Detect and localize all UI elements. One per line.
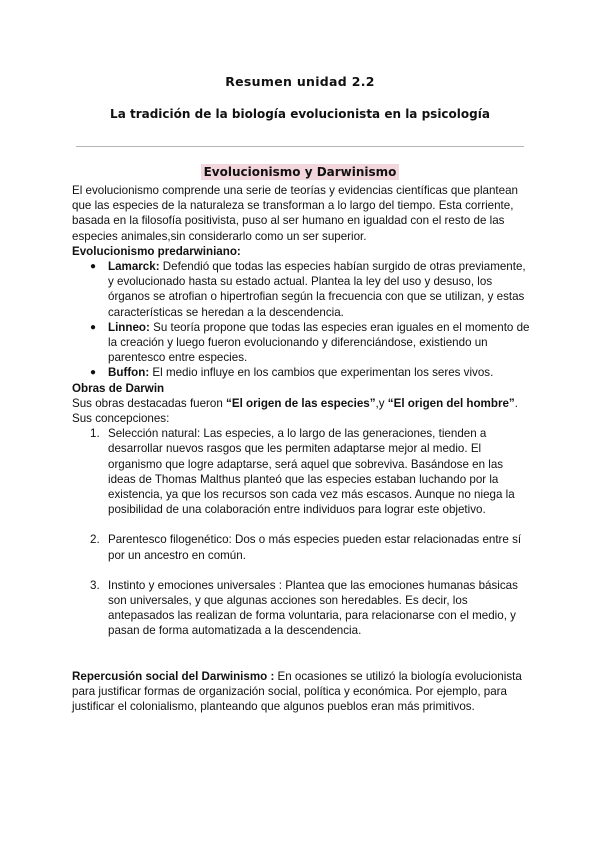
intro-paragraph: El evolucionismo comprende una serie de teorías y evidencias científicas que plantean que las especies de la naturaleza se transforman a lo largo del tiempo. Esta corriente, basada en la filosofía positivista, puso al ser humano en igualdad con el resto de las especies animales,sin considerarlo como un ser superior. <box>72 184 518 243</box>
list-number: 1. <box>90 427 100 441</box>
concept-text: Selección natural: Las especies, a lo largo de las generaciones, tienden a desarrollar nuevos rasgos que les permiten adaptarse mejor al medio. El organismo que logre adaptarse, será aquel que sobreviva. Basándose en las ideas de Thomas Malthus planteó que las especies estaban luchando por la existencia, ya que los recursos son cada vez más escasos. Aunque no niega la posibilidad de una colaboración entre individuos para lograr este objetivo. <box>108 427 515 517</box>
predarwin-list <box>72 259 534 381</box>
author-name: Linneo: <box>108 320 150 334</box>
author-description: Su teoría propone que todas las especies eran iguales en el momento de la creación y luego fueron evolucionando y diferenciándose, existiendo un parentesco entre especies. <box>108 320 530 365</box>
obras-prefix: Sus obras destacadas fueron <box>72 396 227 410</box>
list-item <box>90 365 534 380</box>
list-number: 3. <box>90 578 100 592</box>
author-description: Defendió que todas las especies habían surgido de otras previamente, y evolucionado hasta su estado actual. Plantea la ley del uso y desuso, los órganos se atrofian o hipertrofian según la frecuencia con que se utilizan, y estas características se heredan a la descendencia. <box>108 260 526 319</box>
repercusion-paragraph <box>72 669 534 715</box>
obras-end: . <box>514 396 518 410</box>
section-title-highlight: Evolucionismo y Darwinismo <box>201 164 400 180</box>
bullet-icon: ● <box>90 321 97 333</box>
obras-heading: Obras de Darwin <box>72 381 165 395</box>
book-title: “El origen del hombre” <box>387 396 515 410</box>
section-title <box>0 165 600 179</box>
bullet-icon: ● <box>90 367 97 379</box>
predarwin-heading: Evolucionismo predarwiniano: <box>72 244 241 258</box>
concept-text: Parentesco filogenético: Dos o más especies pueden estar relacionadas entre sí por un ancestro en común. <box>108 533 522 562</box>
list-item <box>90 259 534 320</box>
concepciones-list <box>72 426 534 638</box>
list-item <box>90 532 534 562</box>
concepciones-label: Sus concepciones: <box>72 412 170 426</box>
obras-paragraph <box>72 396 534 411</box>
document-subtitle: La tradición de la biología evolucionista en la psicología <box>110 107 490 121</box>
list-item <box>90 320 534 366</box>
spacer <box>90 563 534 578</box>
spacer <box>90 517 534 532</box>
spacer <box>72 639 534 669</box>
bullet-icon: ● <box>90 261 97 273</box>
author-description: El medio influye en los cambios que experimentan los seres vivos. <box>149 366 494 380</box>
concept-text: Instinto y emociones universales : Plantea que las emociones humanas básicas son universales, y que algunas acciones son heredables. Es decir, los antepasados las realizan de forma voluntaria, para relacionarse con el medio, y pasan de forma automatizada a la descendencia. <box>108 578 518 638</box>
list-item <box>90 578 534 639</box>
list-item <box>90 426 534 517</box>
horizontal-divider <box>76 146 524 147</box>
repercusion-heading: Repercusión social del Darwinismo : <box>72 669 275 683</box>
repercusion-text: En ocasiones se utilizó la biología evolucionista para justificar formas de organización social, política y económica. Por ejemplo, para justificar el colonialismo, planteando que algunos pueblos eran más primitivos. <box>72 669 522 714</box>
book-title: “El origen de las especies” <box>226 396 376 410</box>
document-body <box>72 183 534 714</box>
list-number: 2. <box>90 533 100 547</box>
document-title: Resumen unidad 2.2 <box>225 74 375 89</box>
author-name: Lamarck: <box>108 260 160 274</box>
author-name: Buffon: <box>108 366 150 380</box>
obras-connector: ,y <box>375 396 388 410</box>
